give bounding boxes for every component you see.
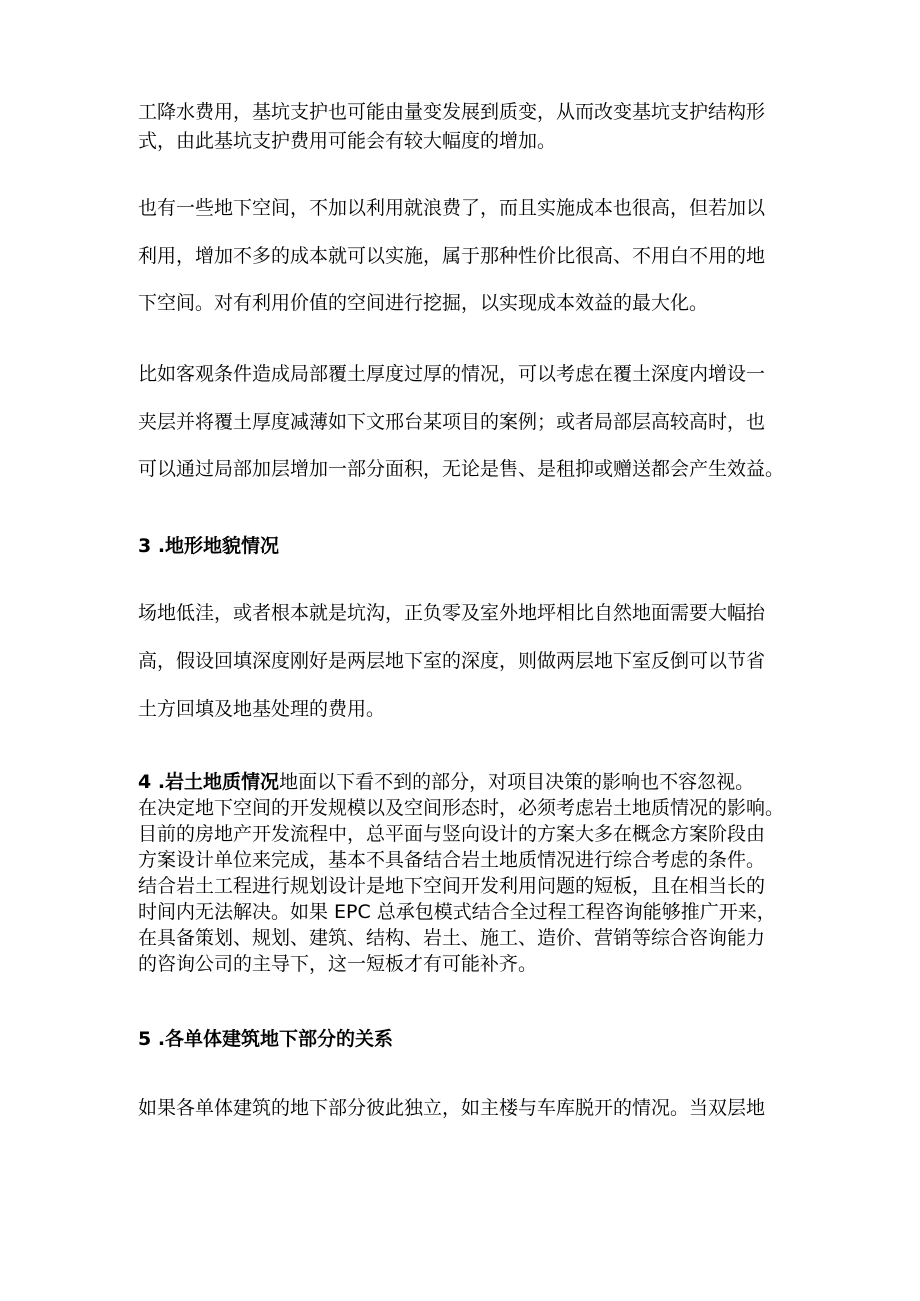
section-4-heading: 4 .岩土地质情况 — [138, 771, 280, 793]
section-4-line-1 — [138, 770, 754, 794]
section-4-line-2: 在决定地下空间的开发规模以及空间形态时，必须考虑岩土地质情况的影响。 — [138, 797, 785, 819]
section-3-heading: 3 .地形地貌情况 — [138, 535, 280, 557]
section-4-line-7: 在具备策划、规划、建筑、结构、岩土、施工、造价、营销等综合咨询能力 — [138, 927, 766, 949]
para4-line-1: 场地低洼，或者根本就是坑沟，正负零及室外地坪相比自然地面需要大幅抬 — [138, 602, 766, 624]
para1-line-2: 式，由此基坑支护费用可能会有较大幅度的增加。 — [138, 130, 557, 152]
para5-line-1: 如果各单体建筑的地下部分彼此独立，如主楼与车库脱开的情况。当双层地 — [138, 1097, 766, 1119]
para2-line-1: 也有一些地下空间，不加以利用就浪费了，而且实施成本也很高，但若加以 — [138, 197, 766, 219]
para4-line-2: 高，假设回填深度刚好是两层地下室的深度，则做两层地下室反倒可以节省 — [138, 650, 766, 672]
para2-line-2: 利用，增加不多的成本就可以实施，属于那种性价比很高、不用白不用的地 — [138, 245, 766, 267]
section-5-heading: 5 .各单体建筑地下部分的关系 — [138, 1028, 394, 1050]
para1-line-1: 工降水费用，基坑支护也可能由量变发展到质变，从而改变基坑支护结构形 — [138, 101, 766, 123]
para2-line-3: 下空间。对有利用价值的空间进行挖掘，以实现成本效益的最大化。 — [138, 292, 709, 314]
para3-line-2: 夹层并将覆土厚度减薄如下文邢台某项目的案例；或者局部层高较高时，也 — [138, 411, 766, 433]
para3-line-3: 可以通过局部加层增加一部分面积，无论是售、是租抑或赠送都会产生效益。 — [138, 458, 785, 480]
para4-line-3: 土方回填及地基处理的费用。 — [138, 698, 386, 720]
section-4-line-8: 的咨询公司的主导下，这一短板才有可能补齐。 — [138, 953, 538, 975]
section-4-line-3: 目前的房地产开发流程中，总平面与竖向设计的方案大多在概念方案阶段由 — [138, 823, 766, 845]
section-4-line-1-text: 地面以下看不到的部分，对项目决策的影响也不容忽视。 — [279, 771, 755, 793]
para3-line-1: 比如客观条件造成局部覆土厚度过厚的情况，可以考虑在覆土深度内增设一 — [138, 363, 766, 385]
section-4-line-5: 结合岩土工程进行规划设计是地下空间开发利用问题的短板，且在相当长的 — [138, 875, 766, 897]
section-4-line-4: 方案设计单位来完成，基本不具备结合岩土地质情况进行综合考虑的条件。 — [138, 849, 766, 871]
section-4-line-6: 时间内无法解决。如果 EPC 总承包模式结合全过程工程咨询能够推广开来， — [138, 901, 776, 923]
